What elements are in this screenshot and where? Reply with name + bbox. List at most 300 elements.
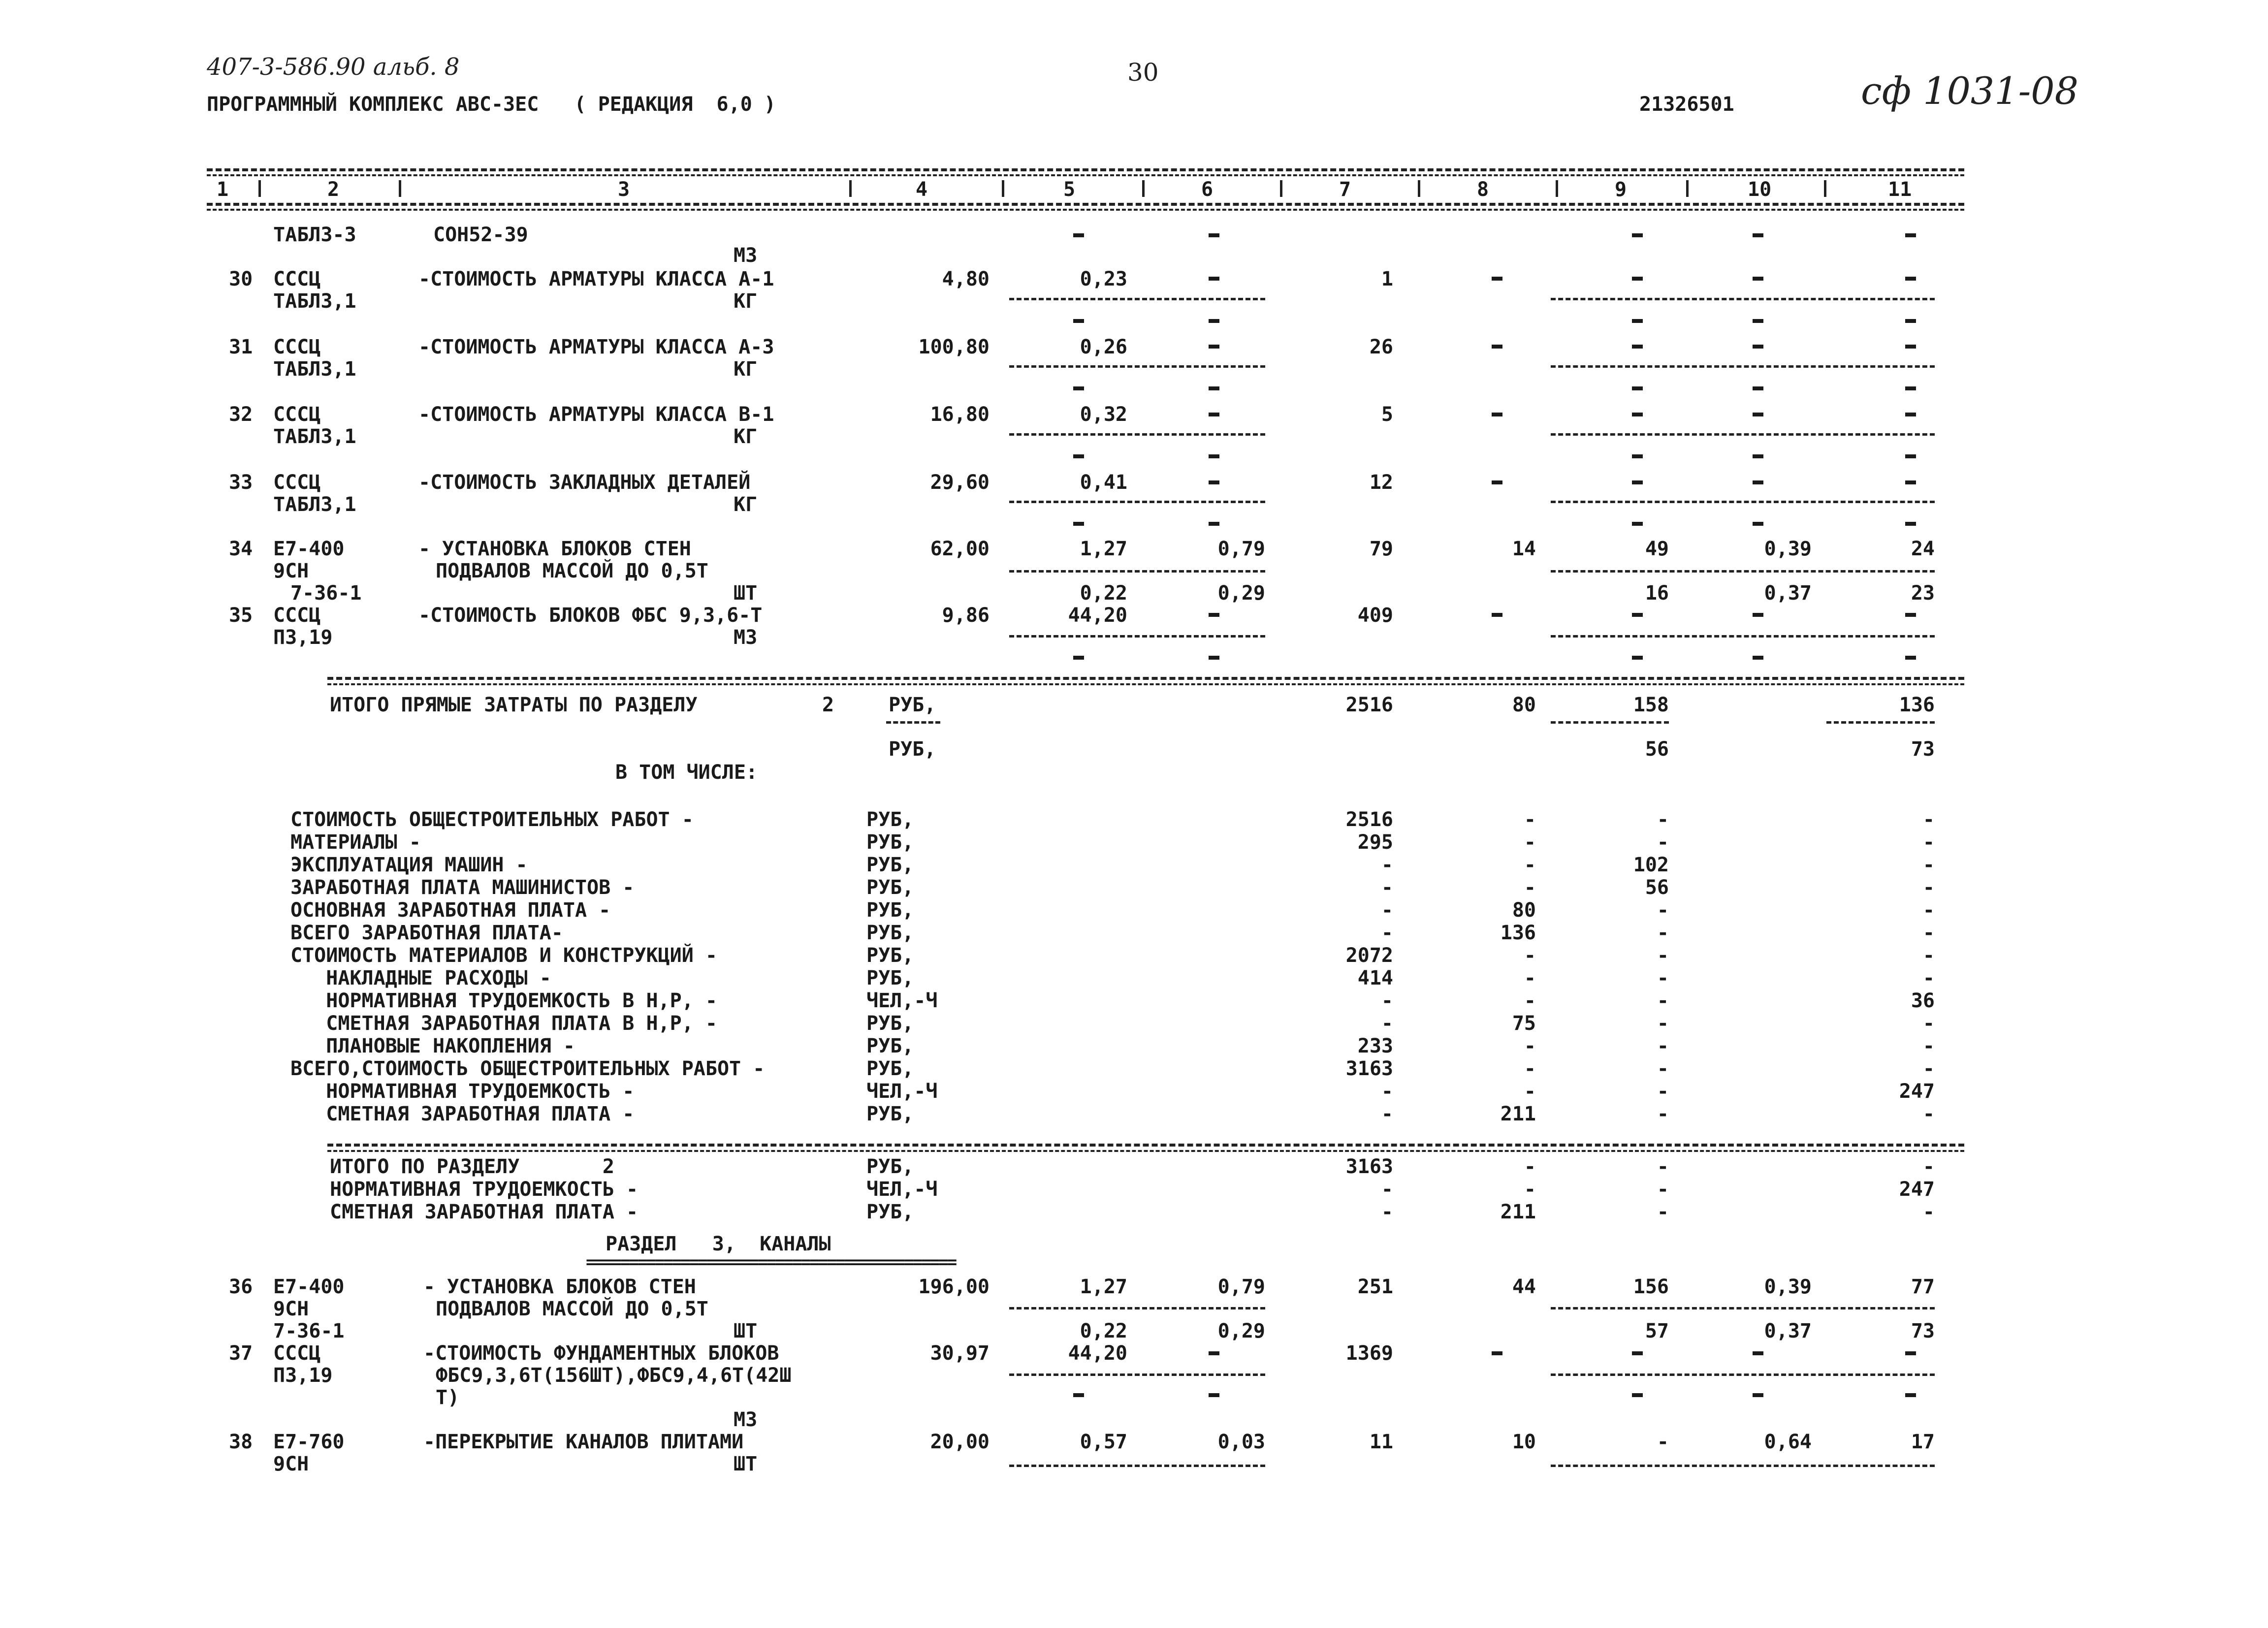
empty-cell-dash (1753, 233, 1763, 237)
col-header-5: 5 (1063, 178, 1076, 201)
empty-cell-dash (1905, 413, 1916, 416)
col-header-8: 8 (1477, 178, 1489, 201)
header-top-rule (207, 168, 1964, 171)
line-unit: РУБ, (866, 831, 914, 854)
empty-cell-dash (1905, 454, 1916, 458)
line-unit: РУБ, (866, 1035, 914, 1057)
cell-unit: М3 (734, 244, 758, 267)
empty-cell-dash (1632, 454, 1643, 458)
line-machines: - (1657, 922, 1669, 944)
cell-code: СССЦ (273, 604, 321, 627)
line-wages: - (1524, 808, 1536, 831)
handwritten-stamp: сф 1031-08 (1861, 69, 2079, 113)
line-label: СМЕТНАЯ ЗАРАБОТНАЯ ПЛАТА В Н,Р, - (290, 1012, 717, 1035)
empty-cell-dash (1073, 454, 1084, 458)
empty-cell-dash (1632, 233, 1643, 237)
empty-cell-dash (1209, 345, 1219, 349)
empty-cell-dash (1632, 522, 1643, 526)
line-labor: - (1922, 1012, 1935, 1035)
cell-labor: 0,37 (1764, 582, 1812, 605)
cell-price: 0,23 (1080, 268, 1127, 290)
col-header-6: 6 (1201, 178, 1214, 201)
empty-cell-dash (1905, 233, 1916, 237)
line-unit: РУБ, (866, 1103, 914, 1125)
col-sep (399, 180, 401, 197)
empty-cell-dash (1209, 522, 1219, 526)
col-header-11: 11 (1888, 178, 1912, 201)
line-total: - (1381, 876, 1393, 899)
cell-code: Е7-400 (273, 538, 345, 560)
cell-price: 0,57 (1080, 1431, 1127, 1453)
line-wages: - (1524, 967, 1536, 990)
line-unit: РУБ, (866, 1201, 914, 1223)
cell-qty: 4,80 (942, 268, 990, 290)
empty-cell-dash (1632, 613, 1643, 617)
line-label: СТОИМОСТЬ ОБЩЕСТРОИТЕЛЬНЫХ РАБОТ - (290, 808, 694, 831)
totals-rule-2 (327, 683, 1964, 685)
cell-price-machines: 0,03 (1217, 1431, 1265, 1453)
empty-cell-dash (1753, 319, 1763, 323)
row-number: 35 (229, 604, 253, 627)
empty-cell-dash (1073, 1393, 1084, 1397)
line-wages: - (1524, 876, 1536, 899)
totals-unit: РУБ, (889, 694, 936, 716)
cell-code: ТАБЛ3,1 (273, 493, 356, 516)
row-number: 31 (229, 336, 253, 358)
line-wages: 75 (1512, 1012, 1536, 1035)
empty-cell-dash (1209, 1393, 1219, 1397)
col-header-10: 10 (1748, 178, 1772, 201)
cell-code: ТАБЛ3,1 (273, 290, 356, 313)
line-unit: РУБ, (866, 808, 914, 831)
cell-total: 5 (1381, 403, 1393, 426)
empty-cell-dash (1753, 345, 1763, 349)
line-total: - (1381, 899, 1393, 922)
underline (1009, 1465, 1265, 1467)
cell-qty: 9,86 (942, 604, 990, 627)
line-wages: 80 (1512, 899, 1536, 922)
cell-price: 0,41 (1080, 471, 1127, 494)
cell-code: 9СН (273, 560, 309, 582)
line-total: 295 (1357, 831, 1393, 854)
line-label: ЭКСПЛУАТАЦИЯ МАШИН - (290, 854, 528, 876)
underline (1551, 298, 1935, 300)
cell-code: СССЦ (273, 268, 321, 290)
cell-code: СССЦ (273, 1342, 321, 1365)
cell-name: -ПЕРЕКРЫТИЕ КАНАЛОВ ПЛИТАМИ (423, 1431, 744, 1453)
line-unit: ЧЕЛ,-Ч (866, 1080, 938, 1103)
empty-cell-dash (1753, 656, 1763, 660)
line-label: ВСЕГО ЗАРАБОТНАЯ ПЛАТА- (290, 922, 563, 944)
empty-cell-dash (1753, 522, 1763, 526)
row-number: 33 (229, 471, 253, 494)
cell-name: Т) (436, 1386, 460, 1409)
line-machines: - (1657, 1201, 1669, 1223)
empty-cell-dash (1753, 277, 1763, 281)
line-labor: - (1922, 1201, 1935, 1223)
empty-cell-dash (1632, 1393, 1643, 1397)
cell-qty: 20,00 (930, 1431, 990, 1453)
line-machines: - (1657, 990, 1669, 1012)
cell-labor-total: 23 (1911, 582, 1935, 605)
line-labor: - (1922, 899, 1935, 922)
empty-cell-dash (1753, 454, 1763, 458)
col-sep (258, 180, 261, 197)
cell-labor-total: 17 (1911, 1431, 1935, 1453)
line-machines: - (1657, 831, 1669, 854)
line-unit: РУБ, (866, 876, 914, 899)
cell-code: Е7-400 (273, 1276, 345, 1298)
underline (1551, 433, 1935, 436)
col-sep (849, 180, 852, 197)
totals-rule (327, 677, 1964, 680)
row-number: 36 (229, 1276, 253, 1298)
empty-cell-dash (1905, 1393, 1916, 1397)
underline (1009, 365, 1265, 368)
cell-code: П3,19 (273, 626, 333, 649)
underline (1009, 298, 1265, 300)
underline (1009, 635, 1265, 638)
cell-labor: 0,39 (1764, 1276, 1812, 1298)
line-machines: - (1657, 899, 1669, 922)
line-labor: 36 (1911, 990, 1935, 1012)
underline (1551, 635, 1935, 638)
line-label: ВСЕГО,СТОИМОСТЬ ОБЩЕСТРОИТЕЛЬНЫХ РАБОТ - (290, 1057, 765, 1080)
cell-code: СССЦ (273, 403, 321, 426)
totals-section-number: 2 (822, 694, 834, 716)
empty-cell-dash (1632, 1351, 1643, 1355)
line-labor: - (1922, 944, 1935, 967)
cell-price-machines: 0,29 (1217, 582, 1265, 605)
line-total: 414 (1357, 967, 1393, 990)
cell-price: 1,27 (1080, 1276, 1127, 1298)
cell-code: Е7-760 (273, 1431, 345, 1453)
line-machines: - (1657, 808, 1669, 831)
line-wages: - (1524, 1057, 1536, 1080)
cell-code: 7-36-1 (290, 582, 362, 605)
cell-qty: 29,60 (930, 471, 990, 494)
cell-code: СССЦ (273, 471, 321, 494)
line-wages: - (1524, 831, 1536, 854)
cell-code: ТАБЛ3,1 (273, 358, 356, 381)
line-label: НОРМАТИВНАЯ ТРУДОЕМКОСТЬ - (290, 1080, 635, 1103)
underline (1826, 721, 1935, 724)
cell-labor-total: 73 (1911, 1320, 1935, 1342)
cell-code: ТАБЛ3-3 (273, 223, 356, 246)
line-labor: 247 (1899, 1080, 1935, 1103)
cell-total: 12 (1369, 471, 1393, 494)
cell-code: 7-36-1 (273, 1320, 345, 1342)
empty-cell-dash (1209, 454, 1219, 458)
line-label: СМЕТНАЯ ЗАРАБОТНАЯ ПЛАТА - (330, 1201, 639, 1223)
cell-unit: КГ (734, 358, 758, 381)
cell-labor: 0,64 (1764, 1431, 1812, 1453)
col-sep (1824, 180, 1826, 197)
empty-cell-dash (1209, 1351, 1219, 1355)
line-label: СМЕТНАЯ ЗАРАБОТНАЯ ПЛАТА - (290, 1103, 635, 1125)
col-header-7: 7 (1339, 178, 1351, 201)
empty-cell-dash (1492, 613, 1502, 617)
underline (1551, 1373, 1935, 1376)
line-wages: - (1524, 1178, 1536, 1201)
cell-labor: 0,37 (1764, 1320, 1812, 1342)
cell-wages: 10 (1512, 1431, 1536, 1453)
cell-total: 1 (1381, 268, 1393, 290)
header-bottom-rule-2 (207, 209, 1964, 211)
line-wages: - (1524, 944, 1536, 967)
underline (1551, 570, 1935, 573)
cell-machines: 57 (1645, 1320, 1669, 1342)
cell-labor-total: 24 (1911, 538, 1935, 560)
line-wages: - (1524, 1035, 1536, 1057)
line-total: - (1381, 1103, 1393, 1125)
cell-name: - УСТАНОВКА БЛОКОВ СТЕН (418, 538, 691, 560)
cell-name: ПОДВАЛОВ МАССОЙ ДО 0,5Т (436, 1298, 708, 1320)
empty-cell-dash (1632, 319, 1643, 323)
line-label: ПЛАНОВЫЕ НАКОПЛЕНИЯ - (290, 1035, 575, 1057)
underline (1009, 501, 1265, 503)
cell-price: 0,22 (1080, 1320, 1127, 1342)
cell-unit: ШТ (734, 1453, 758, 1475)
empty-cell-dash (1632, 277, 1643, 281)
empty-cell-dash (1492, 345, 1502, 349)
line-unit: РУБ, (866, 1057, 914, 1080)
empty-cell-dash (1209, 480, 1219, 484)
cell-machines: 49 (1645, 538, 1669, 560)
empty-cell-dash (1209, 386, 1219, 390)
cell-price: 44,20 (1068, 1342, 1127, 1365)
line-labor: - (1922, 922, 1935, 944)
section-total-rule (327, 1144, 1964, 1147)
empty-cell-dash (1905, 656, 1916, 660)
empty-cell-dash (1905, 522, 1916, 526)
cell-wages: 14 (1512, 538, 1536, 560)
cell-total: 251 (1357, 1276, 1393, 1298)
col-sep (1280, 180, 1282, 197)
cell-total: 409 (1357, 604, 1393, 627)
totals-machines: 158 (1633, 694, 1669, 716)
cell-price: 1,27 (1080, 538, 1127, 560)
line-label: ЗАРАБОТНАЯ ПЛАТА МАШИНИСТОВ - (290, 876, 635, 899)
underline (1551, 1465, 1935, 1467)
line-machines: - (1657, 1035, 1669, 1057)
totals-wages: 80 (1512, 694, 1536, 716)
empty-cell-dash (1753, 413, 1763, 416)
line-label: НОРМАТИВНАЯ ТРУДОЕМКОСТЬ - (330, 1178, 639, 1201)
cell-total: 79 (1369, 538, 1393, 560)
line-machines: - (1657, 1057, 1669, 1080)
line-unit: РУБ, (866, 899, 914, 922)
cell-unit: ШТ (734, 1320, 758, 1342)
underline (1009, 433, 1265, 436)
line-labor: 247 (1899, 1178, 1935, 1201)
line-unit: РУБ, (866, 1155, 914, 1178)
line-machines: 56 (1645, 876, 1669, 899)
empty-cell-dash (1632, 656, 1643, 660)
row-number: 30 (229, 268, 253, 290)
underline (886, 721, 940, 724)
empty-cell-dash (1073, 656, 1084, 660)
line-machines: - (1657, 1103, 1669, 1125)
underline (1009, 1373, 1265, 1376)
cell-name: - УСТАНОВКА БЛОКОВ СТЕН (423, 1276, 696, 1298)
line-machines: - (1657, 1178, 1669, 1201)
line-unit: РУБ, (866, 944, 914, 967)
line-label: СТОИМОСТЬ МАТЕРИАЛОВ И КОНСТРУКЦИЙ - (290, 944, 717, 967)
line-machines: - (1657, 967, 1669, 990)
underline (1551, 365, 1935, 368)
cell-qty: 30,97 (930, 1342, 990, 1365)
cell-wages: 44 (1512, 1276, 1536, 1298)
line-machines: - (1657, 944, 1669, 967)
line-label: МАТЕРИАЛЫ - (290, 831, 421, 854)
line-unit: РУБ, (866, 854, 914, 876)
underline (1009, 1307, 1265, 1309)
empty-cell-dash (1753, 480, 1763, 484)
empty-cell-dash (1905, 613, 1916, 617)
totals-machines: 56 (1645, 738, 1669, 761)
col-sep (1686, 180, 1689, 197)
cell-labor-total: 77 (1911, 1276, 1935, 1298)
line-machines: - (1657, 1012, 1669, 1035)
col-sep (1556, 180, 1558, 197)
including-heading: В ТОМ ЧИСЛЕ: (615, 761, 758, 784)
line-label: НОРМАТИВНАЯ ТРУДОЕМКОСТЬ В Н,Р, - (290, 990, 717, 1012)
section-3-title: РАЗДЕЛ 3, КАНАЛЫ (606, 1233, 831, 1255)
col-header-2: 2 (327, 178, 340, 201)
row-number: 32 (229, 403, 253, 426)
line-label: НАКЛАДНЫЕ РАСХОДЫ - (290, 967, 551, 990)
empty-cell-dash (1209, 613, 1219, 617)
program-title: ПРОГРАММНЫЙ КОМПЛЕКС АВС-3ЕС ( РЕДАКЦИЯ 6,0 ) (207, 93, 776, 116)
cell-name: -СТОИМОСТЬ АРМАТУРЫ КЛАССА А-3 (418, 336, 774, 358)
empty-cell-dash (1753, 1351, 1763, 1355)
empty-cell-dash (1905, 1351, 1916, 1355)
col-header-1: 1 (217, 178, 229, 201)
empty-cell-dash (1492, 413, 1502, 416)
line-total: - (1381, 922, 1393, 944)
line-total: - (1381, 1080, 1393, 1103)
cell-price: 44,20 (1068, 604, 1127, 627)
cell-code: 9СН (273, 1298, 309, 1320)
cell-labor: 0,39 (1764, 538, 1812, 560)
line-machines: 102 (1633, 854, 1669, 876)
section-3-underline: =========================================== (586, 1252, 956, 1272)
totals-unit: РУБ, (889, 738, 936, 761)
cell-unit: КГ (734, 290, 758, 313)
empty-cell-dash (1905, 386, 1916, 390)
cell-price: 0,32 (1080, 403, 1127, 426)
underline (1551, 1307, 1935, 1309)
line-total: - (1381, 1201, 1393, 1223)
line-labor: - (1922, 854, 1935, 876)
header-top-rule-2 (207, 174, 1964, 176)
line-unit: РУБ, (866, 1012, 914, 1035)
cell-name: -СТОИМОСТЬ ЗАКЛАДНЫХ ДЕТАЛЕЙ (418, 471, 751, 494)
line-unit: РУБ, (866, 922, 914, 944)
empty-cell-dash (1753, 1393, 1763, 1397)
cell-unit: КГ (734, 493, 758, 516)
empty-cell-dash (1905, 319, 1916, 323)
line-total: - (1381, 1178, 1393, 1201)
empty-cell-dash (1073, 319, 1084, 323)
line-labor: - (1922, 808, 1935, 831)
line-total: 233 (1357, 1035, 1393, 1057)
col-sep (1142, 180, 1145, 197)
line-labor: - (1922, 831, 1935, 854)
col-header-3: 3 (618, 178, 630, 201)
empty-cell-dash (1632, 480, 1643, 484)
empty-cell-dash (1492, 277, 1502, 281)
empty-cell-dash (1209, 277, 1219, 281)
line-wages: 211 (1500, 1103, 1536, 1125)
line-total: 2516 (1345, 808, 1393, 831)
cell-name: СОН52-39 (433, 223, 528, 246)
row-number: 34 (229, 538, 253, 560)
line-labor: - (1922, 1155, 1935, 1178)
empty-cell-dash (1073, 522, 1084, 526)
cell-name: -СТОИМОСТЬ АРМАТУРЫ КЛАССА В-1 (418, 403, 774, 426)
cell-machines: 16 (1645, 582, 1669, 605)
line-wages: - (1524, 1155, 1536, 1178)
cell-name: -СТОИМОСТЬ ФУНДАМЕНТНЫХ БЛОКОВ (423, 1342, 779, 1365)
line-wages: - (1524, 1080, 1536, 1103)
line-unit: РУБ, (866, 967, 914, 990)
empty-cell-dash (1905, 345, 1916, 349)
empty-cell-dash (1632, 386, 1643, 390)
col-sep (1418, 180, 1420, 197)
empty-cell-dash (1753, 386, 1763, 390)
empty-cell-dash (1209, 656, 1219, 660)
cell-price: 0,22 (1080, 582, 1127, 605)
line-unit: ЧЕЛ,-Ч (866, 1178, 938, 1201)
line-unit: ЧЕЛ,-Ч (866, 990, 938, 1012)
line-total: - (1381, 1012, 1393, 1035)
line-label: ИТОГО ПО РАЗДЕЛУ 2 (330, 1155, 614, 1178)
line-machines: - (1657, 1080, 1669, 1103)
empty-cell-dash (1492, 480, 1502, 484)
line-wages: 211 (1500, 1201, 1536, 1223)
col-header-9: 9 (1615, 178, 1627, 201)
col-sep (1002, 180, 1004, 197)
cell-unit: ШТ (734, 582, 758, 605)
cell-code: П3,19 (273, 1364, 333, 1387)
line-total: 2072 (1345, 944, 1393, 967)
line-total: - (1381, 990, 1393, 1012)
underline (1009, 570, 1265, 573)
line-wages: - (1524, 854, 1536, 876)
cell-total: 26 (1369, 336, 1393, 358)
cell-qty: 16,80 (930, 403, 990, 426)
row-number: 37 (229, 1342, 253, 1365)
empty-cell-dash (1209, 413, 1219, 416)
totals-label: ИТОГО ПРЯМЫЕ ЗАТРАТЫ ПО РАЗДЕЛУ (330, 694, 698, 716)
line-wages: - (1524, 990, 1536, 1012)
empty-cell-dash (1632, 345, 1643, 349)
empty-cell-dash (1073, 386, 1084, 390)
cell-qty: 100,80 (918, 336, 990, 358)
cell-price: 0,26 (1080, 336, 1127, 358)
cell-price-machines: 0,79 (1217, 538, 1265, 560)
col-header-4: 4 (916, 178, 928, 201)
line-labor: - (1922, 1103, 1935, 1125)
totals-total: 2516 (1345, 694, 1393, 716)
cell-unit: КГ (734, 425, 758, 448)
cell-machines: 156 (1633, 1276, 1669, 1298)
empty-cell-dash (1492, 1351, 1502, 1355)
cell-machines: - (1657, 1431, 1669, 1453)
empty-cell-dash (1209, 233, 1219, 237)
